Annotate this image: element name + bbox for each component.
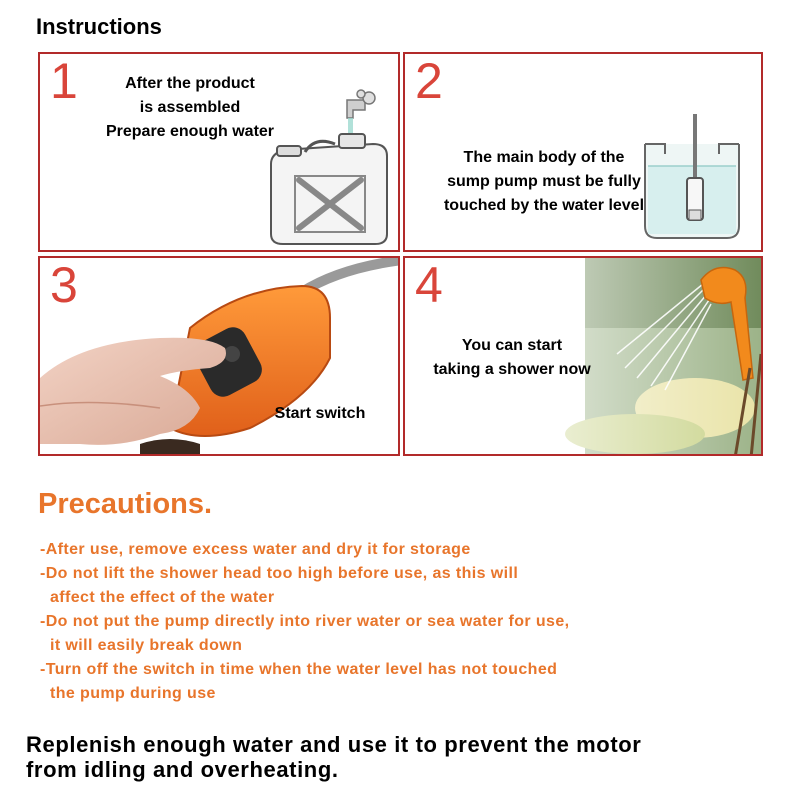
step-text-line: You can start xyxy=(461,337,563,354)
precaution-item: -After use, remove excess water and dry it for storage xyxy=(40,541,471,558)
step-panel-2 xyxy=(403,52,763,252)
step-panel-3 xyxy=(38,256,400,456)
footer-line: from idling and overheating. xyxy=(26,757,339,782)
step-number: 1 xyxy=(50,53,78,109)
precaution-item-continued: the pump during use xyxy=(50,685,216,702)
precaution-item-continued: it will easily break down xyxy=(50,637,243,654)
step-text-line: Prepare enough water xyxy=(105,123,275,140)
page-title: Instructions xyxy=(36,14,162,39)
pump-in-container-illustration xyxy=(637,114,747,244)
precaution-item-continued: affect the effect of the water xyxy=(50,589,275,606)
footer-warning xyxy=(26,732,641,782)
precautions-list xyxy=(40,538,570,706)
step-text-line: taking a shower now xyxy=(433,361,591,378)
step-text-line: touched by the water level xyxy=(443,197,645,214)
water-jerrycan-illustration xyxy=(255,84,395,249)
step-text xyxy=(250,402,390,426)
step-text-line: Start switch xyxy=(274,405,366,422)
step-number: 4 xyxy=(415,257,443,313)
precaution-item: -Do not lift the shower head too high before use, as this will xyxy=(40,565,519,582)
step-number: 3 xyxy=(50,257,78,313)
step-text-line: sump pump must be fully xyxy=(447,173,641,190)
precaution-item: -Do not put the pump directly into river water or sea water for use, xyxy=(40,613,570,630)
step-text-line: is assembled xyxy=(139,99,241,116)
step-number: 2 xyxy=(415,53,443,109)
precautions-title: Precautions. xyxy=(38,488,213,520)
step-text xyxy=(409,334,615,382)
hand-pressing-switch-illustration xyxy=(40,258,400,456)
footer-line: Replenish enough water and use it to prevent the motor xyxy=(26,732,642,757)
step-panel-4 xyxy=(403,256,763,456)
precaution-item: -Turn off the switch in time when the water level has not touched xyxy=(40,661,558,678)
step-panel-1 xyxy=(38,52,400,252)
step-text-line: The main body of the xyxy=(463,149,625,166)
step-text-line: After the product xyxy=(125,75,255,92)
